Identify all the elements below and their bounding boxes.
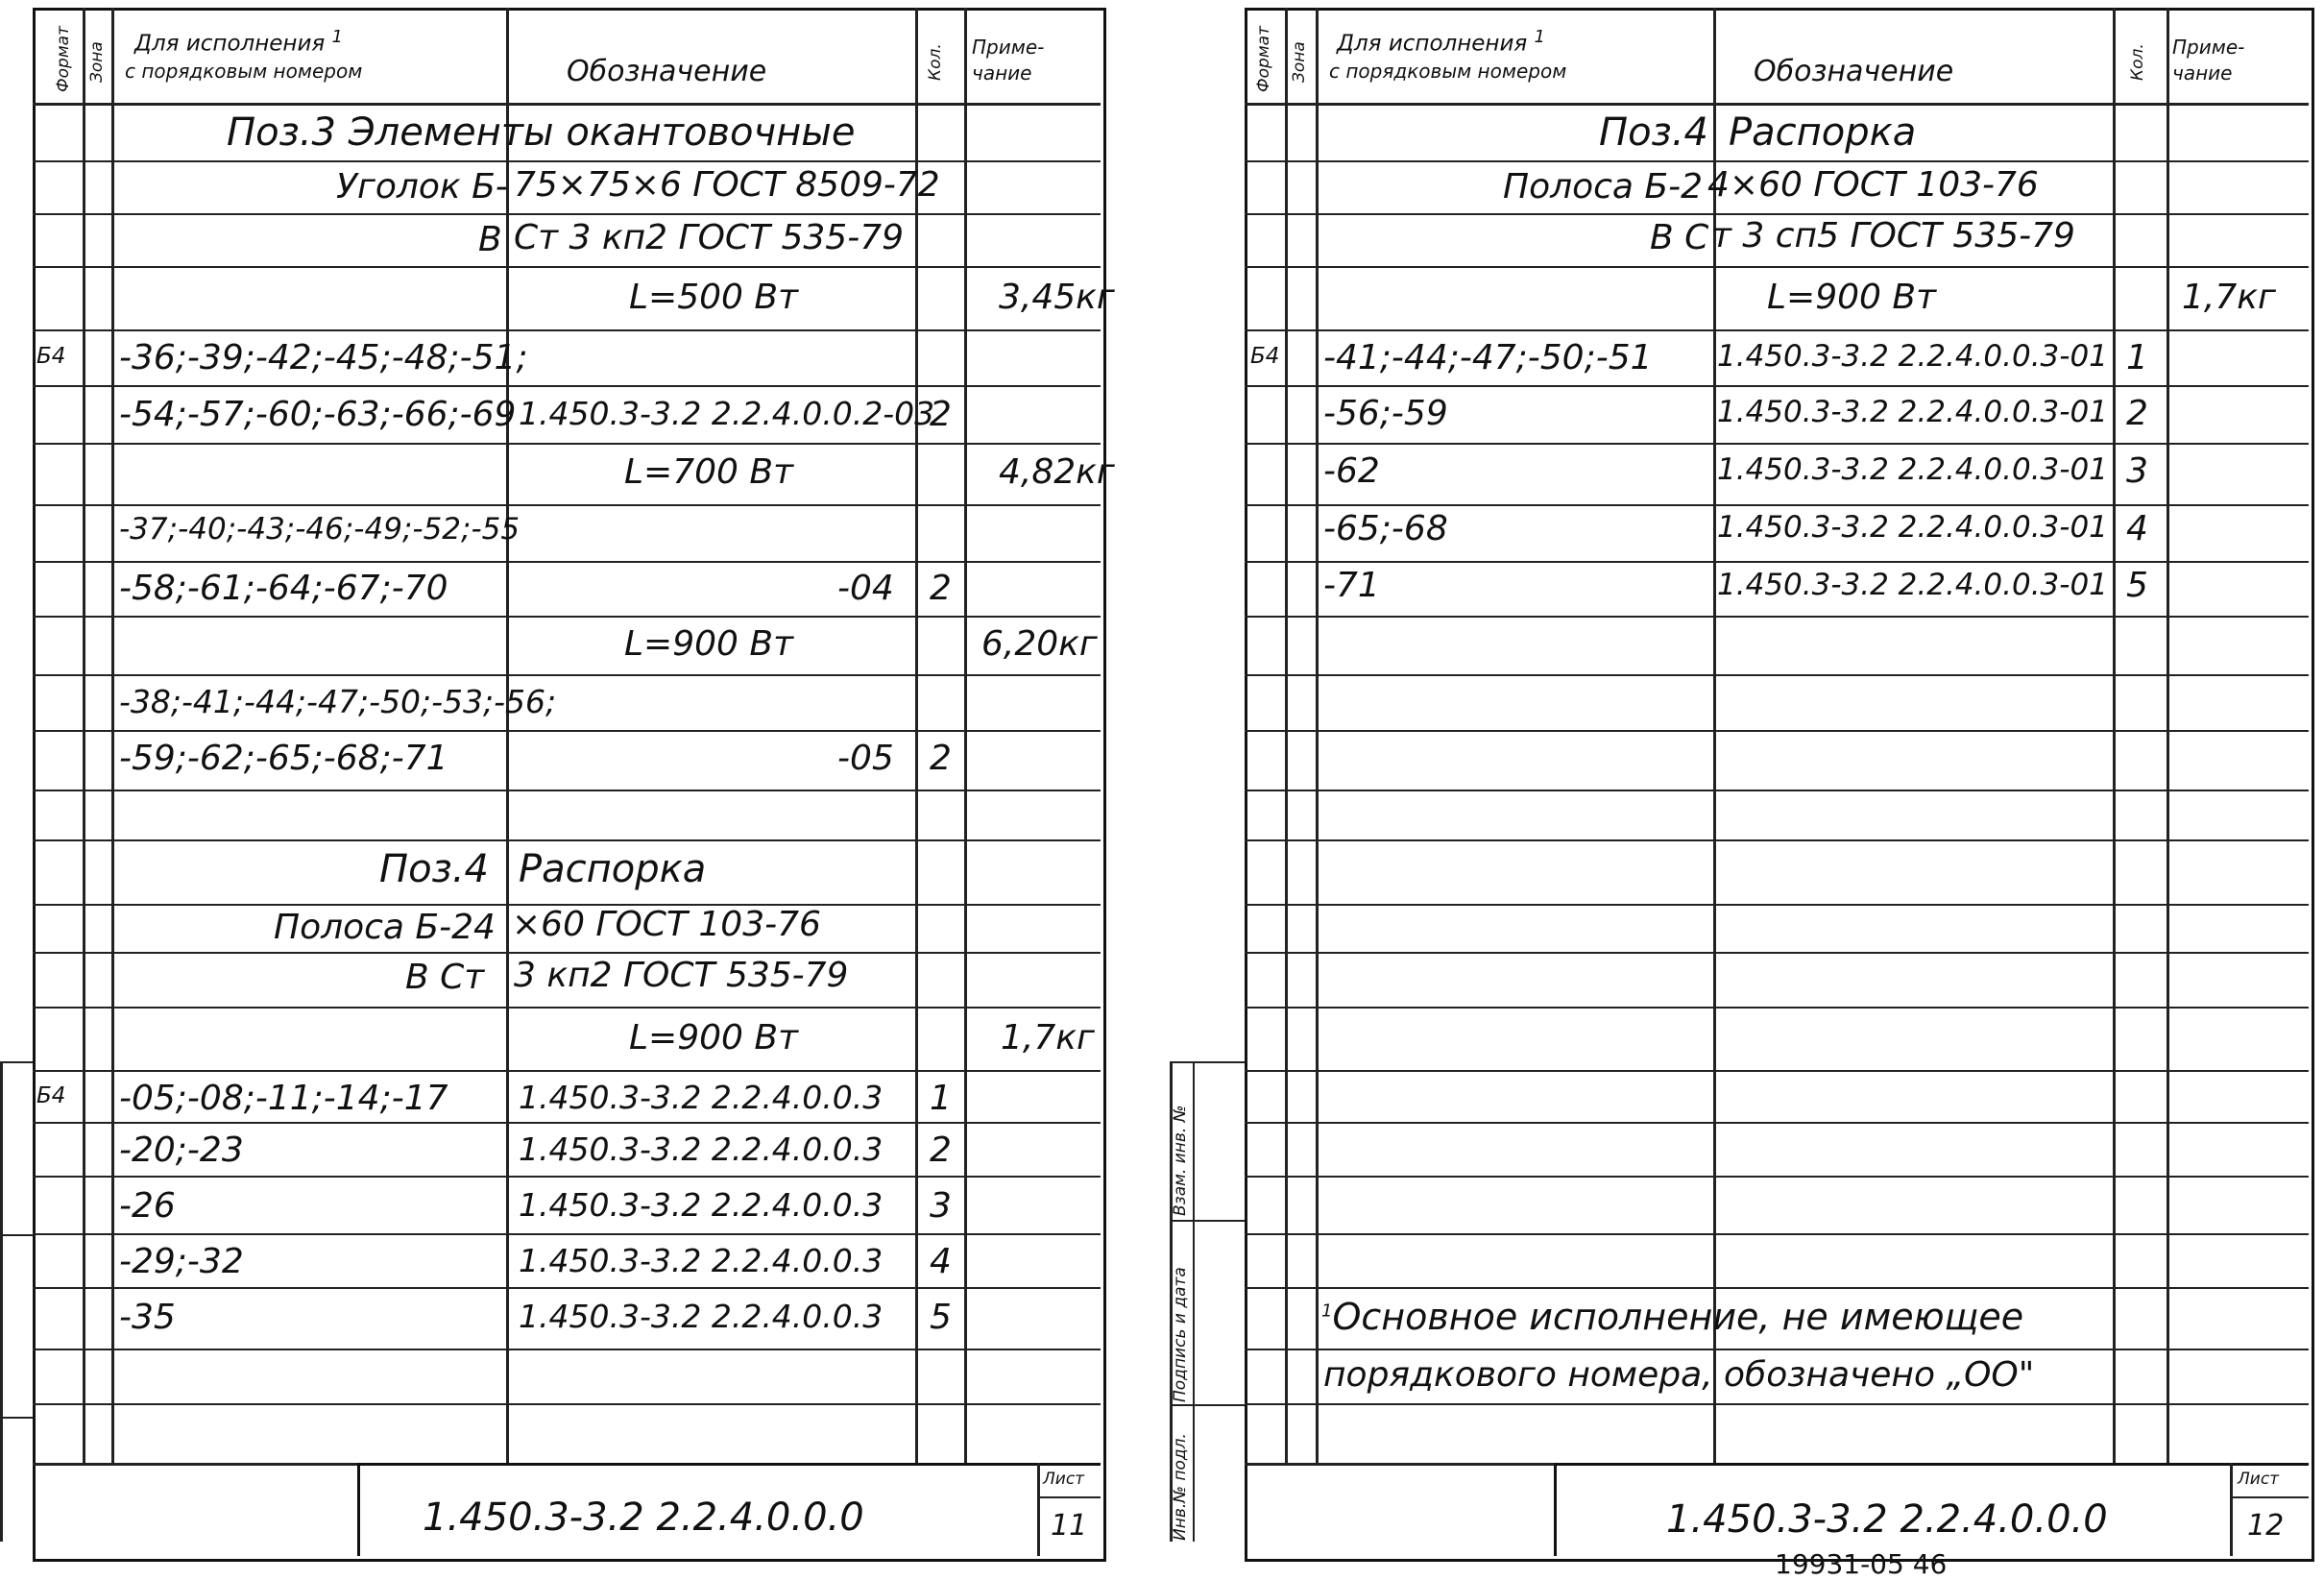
execution-cell: -05;-08;-11;-14;-17 [119, 1079, 448, 1118]
material-label: В Ст [405, 958, 485, 997]
material-label: В С [1650, 218, 1709, 257]
execution-cell: -37;-40;-43;-46;-49;-52;-55 [119, 512, 520, 547]
designation-cell: 1.450.3-3.2 2.2.4.0.0.3 [519, 1298, 884, 1335]
document-code: 1.450.3-3.2 2.2.4.0.0.0 [1666, 1497, 2108, 1542]
header-execution-sublabel: с порядковым номером [125, 60, 363, 83]
designation-cell: 1.450.3-3.2 2.2.4.0.0.3 [519, 1242, 884, 1279]
material-label: В [478, 220, 502, 259]
designation-cell: 1.450.3-3.2 2.2.4.0.0.3-01 [1717, 510, 2108, 545]
qty-cell: 4 [930, 1242, 952, 1281]
material-label: Полоса Б-24 [274, 908, 496, 947]
execution-cell: -36;-39;-42;-45;-48;-51; [119, 338, 528, 377]
length-label: L=700 Вт [624, 452, 794, 492]
section-title: Поз.4 [1599, 110, 1708, 155]
qty-cell: 2 [930, 739, 952, 778]
format-cell: Б4 [36, 1083, 66, 1108]
execution-cell: -71 [1323, 566, 1380, 605]
execution-cell: -20;-23 [119, 1130, 244, 1170]
footnote-line1: $^1$Основное исполнение, не имеющее [1321, 1296, 2024, 1338]
side-label-inv-no: Инв.№ подл. [1171, 1433, 1190, 1541]
length-label: L=500 Вт [629, 278, 799, 317]
qty-cell: 1 [930, 1079, 952, 1118]
section-subtitle: Распорка [519, 847, 707, 891]
sheet-number: 12 [2247, 1509, 2285, 1543]
execution-cell: -54;-57;-60;-63;-66;-69 [119, 395, 517, 434]
designation-cell: -05 [837, 739, 894, 778]
designation-cell: 1.450.3-3.2 2.2.4.0.0.3 [519, 1130, 884, 1168]
header-execution-label: Для исполнения $^1$ [1337, 27, 1545, 57]
material-label: Полоса Б-2 [1503, 167, 1704, 207]
execution-cell: -29;-32 [119, 1242, 244, 1281]
qty-cell: 1 [2126, 338, 2148, 377]
header-execution-label: Для исполнения $^1$ [134, 27, 343, 57]
format-cell: Б4 [36, 344, 66, 369]
sheet-label: Лист [2238, 1470, 2280, 1489]
designation-cell: 1.450.3-3.2 2.2.4.0.0.3 [519, 1079, 884, 1116]
header-designation-label: Обозначение [1754, 55, 1954, 88]
designation-cell: т 3 сп5 ГОСТ 535-79 [1711, 216, 2075, 255]
note-cell: 6,20кг [981, 624, 1098, 664]
section-title: Поз.4 [379, 847, 489, 891]
qty-cell: 2 [930, 1130, 952, 1170]
document-code: 1.450.3-3.2 2.2.4.0.0.0 [423, 1495, 864, 1540]
designation-cell: Ст 3 кп2 ГОСТ 535-79 [514, 218, 905, 257]
execution-cell: -65;-68 [1323, 509, 1448, 548]
note-cell: 1,7кг [1001, 1018, 1095, 1057]
designation-cell: -04 [837, 569, 894, 608]
sheet-label: Лист [1043, 1470, 1085, 1489]
qty-cell: 2 [2126, 394, 2148, 433]
header-format-label: Формат [54, 26, 73, 92]
header-zone-label: Зона [87, 41, 107, 83]
execution-cell: -56;-59 [1323, 394, 1448, 433]
execution-cell: -35 [119, 1298, 176, 1337]
header-execution-sublabel: с порядковым номером [1329, 60, 1567, 83]
qty-cell: 2 [930, 569, 952, 608]
designation-cell: 1.450.3-3.2 2.2.4.0.0.3-01 [1717, 395, 2108, 429]
designation-cell: 1.450.3-3.2 2.2.4.0.0.3-01 [1717, 568, 2108, 602]
footnote-line2: порядкового номера, обозначено „ОО" [1323, 1355, 2035, 1395]
length-label: L=900 Вт [629, 1018, 799, 1057]
execution-cell: -26 [119, 1186, 176, 1226]
designation-cell: 75×75×6 ГОСТ 8509-72 [514, 165, 940, 205]
header-note-label: Приме- чание [972, 36, 1045, 85]
designation-cell: 1.450.3-3.2 2.2.4.0.0.3-01 [1717, 452, 2108, 487]
length-label: L=900 Вт [624, 624, 794, 664]
header-format-label: Формат [1254, 26, 1273, 92]
designation-cell: 3 кп2 ГОСТ 535-79 [514, 956, 849, 995]
header-qty-label: Кол. [926, 43, 945, 81]
execution-cell: -62 [1323, 451, 1380, 491]
section-subtitle: Распорка [1729, 110, 1917, 155]
qty-cell: 3 [2126, 451, 2148, 491]
header-zone-label: Зона [1290, 41, 1309, 83]
execution-cell: -58;-61;-64;-67;-70 [119, 569, 448, 608]
archive-number: 19931-05 46 [1775, 1548, 1948, 1580]
note-cell: 4,82кг [999, 452, 1115, 492]
designation-cell: ×60 ГОСТ 103-76 [512, 905, 821, 944]
execution-cell: -59;-62;-65;-68;-71 [119, 739, 448, 778]
qty-cell: 5 [930, 1298, 952, 1337]
side-label-signature-date: Подпись и дата [1171, 1267, 1190, 1402]
designation-cell: 1.450.3-3.2 2.2.4.0.0.3 [519, 1186, 884, 1224]
qty-cell: 2 [930, 395, 952, 434]
qty-cell: 4 [2126, 509, 2148, 548]
execution-cell: -38;-41;-44;-47;-50;-53;-56; [119, 683, 557, 720]
section-title: Поз.3 Элементы окантовочные [227, 110, 856, 155]
designation-cell: 1.450.3-3.2 2.2.4.0.0.3-01 [1717, 339, 2108, 374]
sheet-number: 11 [1051, 1509, 1088, 1543]
qty-cell: 3 [930, 1186, 952, 1226]
side-label-replacement-inv: Взам. инв. № [1171, 1105, 1190, 1216]
designation-cell: 1.450.3-3.2 2.2.4.0.0.2-03 [519, 395, 935, 432]
material-label: Уголок Б- [336, 167, 508, 207]
note-cell: 3,45кг [999, 278, 1115, 317]
header-designation-label: Обозначение [567, 55, 767, 88]
note-cell: 1,7кг [2182, 278, 2276, 317]
qty-cell: 5 [2126, 566, 2148, 605]
header-note-label: Приме- чание [2172, 36, 2245, 85]
format-cell: Б4 [1250, 344, 1280, 369]
header-qty-label: Кол. [2128, 43, 2147, 81]
designation-cell: 4×60 ГОСТ 103-76 [1707, 165, 2039, 205]
length-label: L=900 Вт [1767, 278, 1937, 317]
execution-cell: -41;-44;-47;-50;-51 [1323, 338, 1653, 377]
